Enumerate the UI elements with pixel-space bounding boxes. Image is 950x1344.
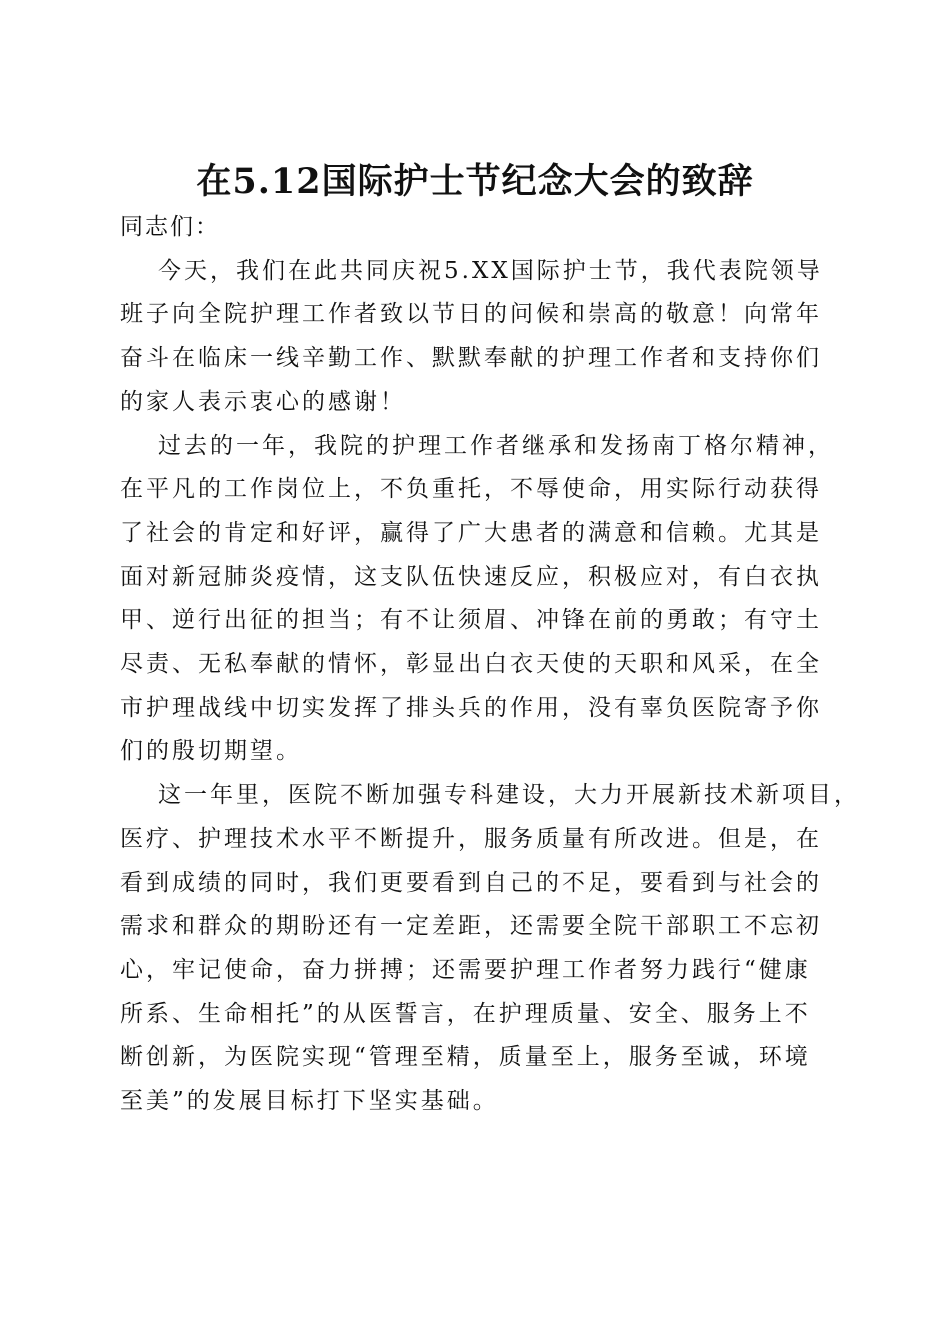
- text-line: 甲、逆行出征的担当；有不让须眉、冲锋在前的勇敢；有守土: [120, 607, 822, 634]
- paragraph-2: [120, 425, 832, 775]
- text-line: 至美”的发展目标打下坚实基础。: [120, 1088, 499, 1115]
- text-line: 市护理战线中切实发挥了排头兵的作用，没有辜负医院寄予你: [120, 694, 822, 721]
- text-line: 心，牢记使命，奋力拼搏；还需要护理工作者努力践行“健康: [120, 956, 811, 983]
- text-line: 面对新冠肺炎疫情，这支队伍快速反应，积极应对，有白衣执: [120, 563, 822, 590]
- text-line: 奋斗在临床一线辛勤工作、默默奉献的护理工作者和支持你们: [120, 345, 822, 372]
- document-body: [120, 206, 860, 1124]
- text-line: 了社会的肯定和好评，赢得了广大患者的满意和信赖。尤其是: [120, 519, 822, 546]
- paragraph-3: [120, 774, 860, 1124]
- document-title: 在5.12国际护士节纪念大会的致辞: [196, 161, 754, 203]
- paragraph-1: [120, 250, 832, 425]
- text-line: 看到成绩的同时，我们更要看到自己的不足，要看到与社会的: [120, 869, 822, 896]
- text-line: 们的殷切期望。: [120, 738, 302, 765]
- text-line: 今天，我们在此共同庆祝5.XX国际护士节，我代表院领导: [158, 257, 823, 284]
- text-line: 班子向全院护理工作者致以节日的问候和崇高的敬意！向常年: [120, 301, 822, 328]
- text-line: 过去的一年，我院的护理工作者继承和发扬南丁格尔精神，: [158, 432, 834, 459]
- text-line: 的家人表示衷心的感谢！: [120, 388, 406, 415]
- text-line: 尽责、无私奉献的情怀，彰显出白衣天使的天职和风采，在全: [120, 651, 822, 678]
- text-line: 所系、生命相托”的从医誓言，在护理质量、安全、服务上不: [120, 1000, 811, 1027]
- salutation: 同志们：: [120, 214, 220, 240]
- text-line: 医疗、护理技术水平不断提升，服务质量有所改进。但是，在: [120, 825, 822, 852]
- text-line: 在平凡的工作岗位上，不负重托，不辱使命，用实际行动获得: [120, 476, 822, 503]
- text-line: 这一年里，医院不断加强专科建设，大力开展新技术新项目，: [158, 782, 860, 809]
- text-line: 需求和群众的期盼还有一定差距，还需要全院干部职工不忘初: [120, 913, 822, 940]
- text-line: 断创新，为医院实现“管理至精，质量至上，服务至诚，环境: [120, 1044, 811, 1071]
